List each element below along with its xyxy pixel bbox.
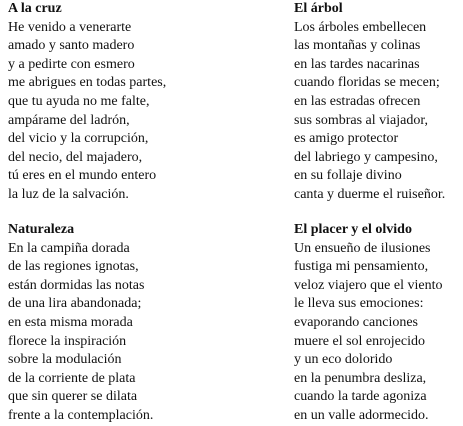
poem-title: El árbol	[294, 1, 343, 16]
poem-el-arbol	[294, 0, 463, 205]
poem-line: evaporando canciones	[294, 314, 418, 330]
poem-line: y a pedirte con esmero	[8, 56, 135, 72]
poem-el-placer-y-el-olvido	[294, 221, 463, 426]
poem-line: canta y duerme el ruiseñor.	[294, 186, 446, 202]
poem-line: del vicio y la corrupción,	[8, 131, 149, 147]
poem-line: del labriego y campesino,	[294, 149, 438, 165]
poem-line: veloz viajero que el viento	[294, 277, 443, 293]
poem-line: Los árboles embellecen	[294, 19, 427, 35]
poem-line: que sin querer se dilata	[8, 389, 138, 405]
poem-title: A la cruz	[8, 1, 62, 16]
poem-line: sus sombras al viajador,	[294, 112, 428, 128]
poem-line: en un valle adormecido.	[294, 407, 429, 423]
poem-line: florece la inspiración	[8, 333, 127, 349]
poem-line: y un eco dolorido	[294, 352, 393, 368]
poem-line: en su follaje divino	[294, 168, 402, 184]
poem-line: ampárame del ladrón,	[8, 112, 130, 128]
poem-line: en esta misma morada	[8, 314, 133, 330]
poem-line: en las tardes nacarinas	[294, 56, 420, 72]
poem-line: En la campiña dorada	[8, 240, 130, 256]
poem-line: fustiga mi pensamiento,	[294, 259, 429, 275]
poem-line: están dormidas las notas	[8, 277, 145, 293]
poem-line: cuando floridas se mecen;	[294, 75, 440, 91]
poem-a-la-cruz	[8, 0, 223, 205]
poem-line: cuando la tarde agoniza	[294, 389, 427, 405]
poem-title: Naturaleza	[8, 222, 75, 237]
poem-line: frente a la contemplación.	[8, 407, 154, 423]
poem-line: es amigo protector	[294, 131, 399, 147]
poem-line: de una lira abandonada;	[8, 296, 142, 312]
poem-line: me abrigues en todas partes,	[8, 75, 167, 91]
poem-line: muere el sol enrojecido	[294, 333, 426, 349]
poem-naturaleza	[8, 221, 223, 426]
poem-line: la luz de la salvación.	[8, 186, 129, 202]
poem-line: las montañas y colinas	[294, 38, 421, 54]
poem-line: de la corriente de plata	[8, 370, 136, 386]
poem-line: tú eres en el mundo entero	[8, 168, 157, 184]
poem-line: en la penumbra desliza,	[294, 370, 427, 386]
poem-line: amado y santo madero	[8, 38, 135, 54]
poem-line: Un ensueño de ilusiones	[294, 240, 431, 256]
poem-line: sobre la modulación	[8, 352, 122, 368]
poem-line: He venido a venerarte	[8, 19, 132, 35]
poem-line: de las regiones ignotas,	[8, 259, 139, 275]
poem-title: El placer y el olvido	[294, 222, 412, 237]
poem-line: en las estradas ofrecen	[294, 93, 421, 109]
poem-line: le lleva sus emociones:	[294, 296, 424, 312]
poem-line: del necio, del majadero,	[8, 149, 143, 165]
poem-line: que tu ayuda no me falte,	[8, 93, 150, 109]
